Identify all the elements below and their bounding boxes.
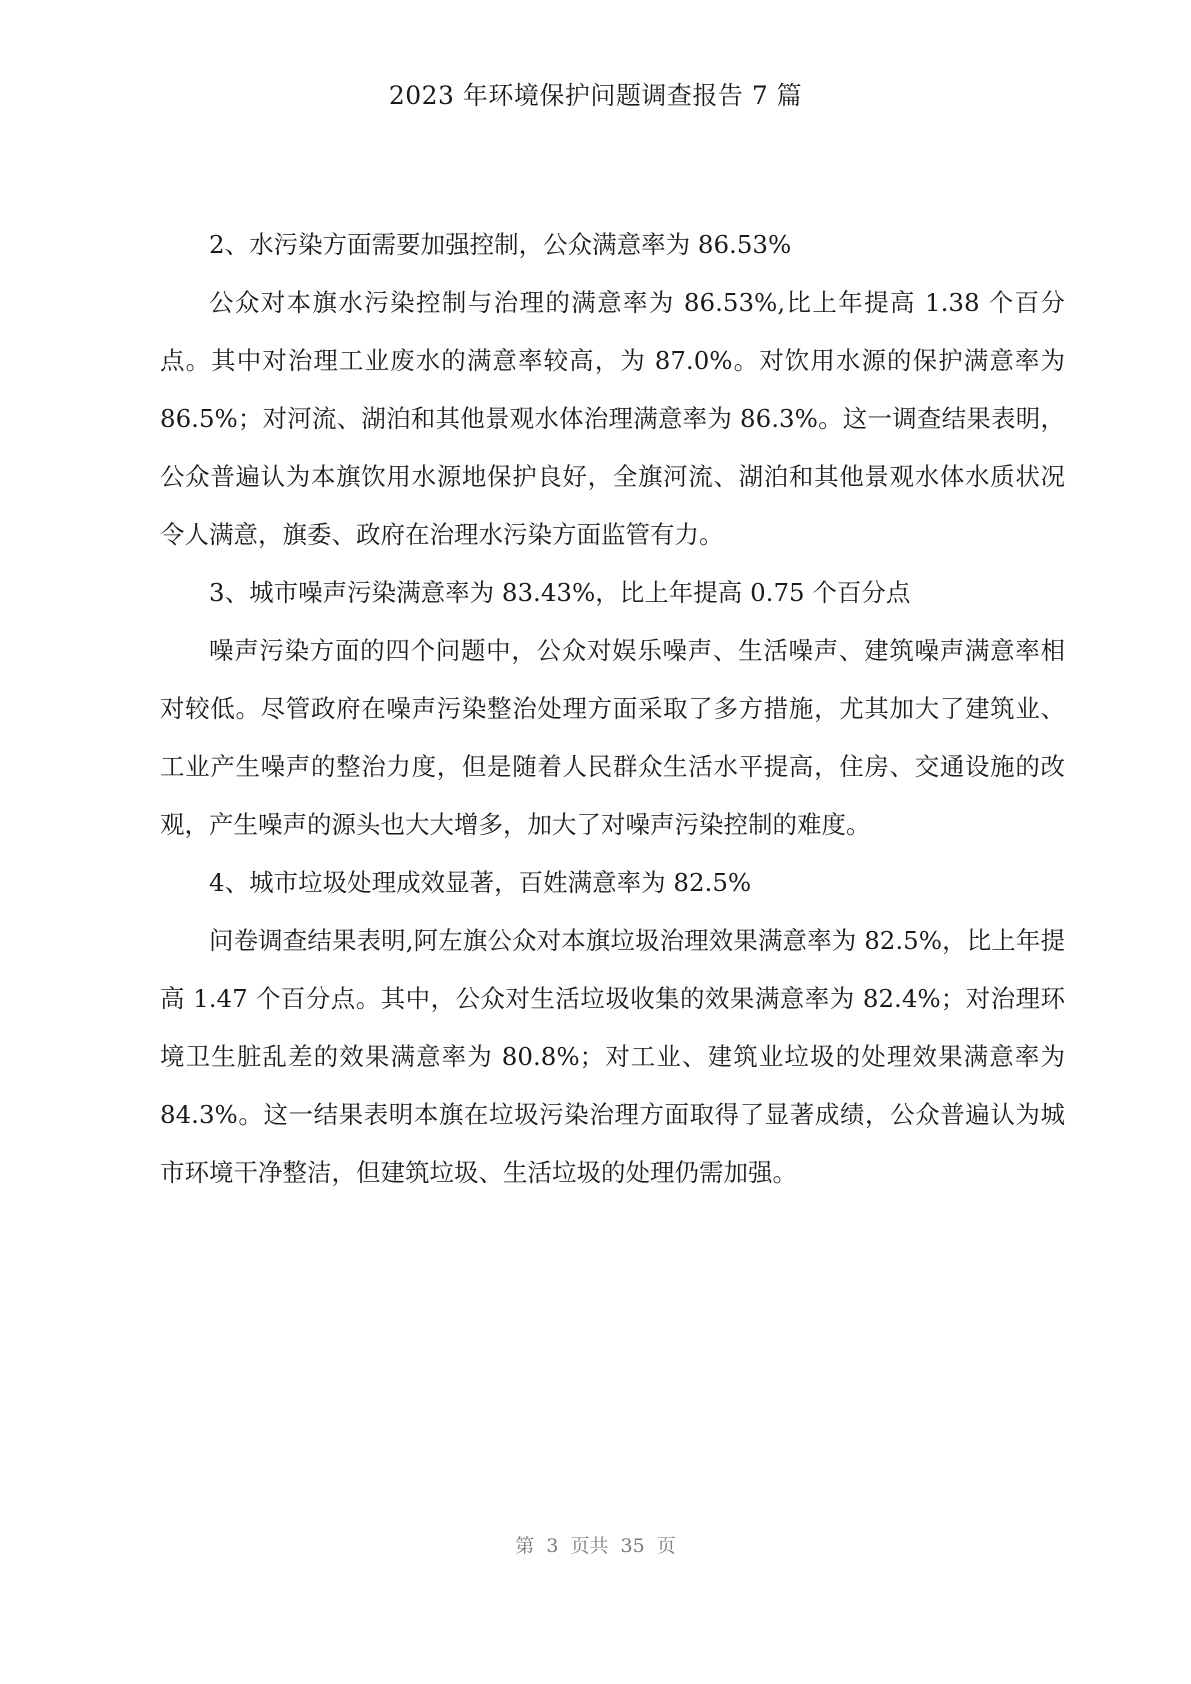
section-heading-noise: 3、城市噪声污染满意率为 83.43%，比上年提高 0.75 个百分点 <box>209 578 911 607</box>
section-heading-water: 2、水污染方面需要加强控制，公众满意率为 86.53% <box>209 230 792 259</box>
document-body <box>160 216 1065 1202</box>
page-number-footer: 第 3 页共 35 页 <box>515 1535 676 1557</box>
paragraph-water: 公众对本旗水污染控制与治理的满意率为 86.53%,比上年提高 1.38 个百分点。其中对治理工业废水的满意率较高，为 87.0%。对饮用水源的保护满意率为 86.5%；对河流、湖泊和其他景观水体治理满意率为 86.3%。这一调查结果表明，公众普遍认为本旗饮用水源地保护良好，全旗河流、湖泊和其他景观水体水质状况令人满意，旗委、政府在治理水污染方面监管有力。 <box>160 288 1065 549</box>
paragraph-garbage: 问卷调查结果表明,阿左旗公众对本旗垃圾治理效果满意率为 82.5%，比上年提高 1.47 个百分点。其中，公众对生活垃圾收集的效果满意率为 82.4%；对治理环境卫生脏乱差的效果满意率为 80.8%；对工业、建筑业垃圾的处理效果满意率为 84.3%。这一结果表明本旗在垃圾污染治理方面取得了显著成绩，公众普遍认为城市环境干净整洁，但建筑垃圾、生活垃圾的处理仍需加强。 <box>160 926 1065 1187</box>
document-title: 2023 年环境保护问题调查报告 7 篇 <box>388 81 803 110</box>
section-heading-garbage: 4、城市垃圾处理成效显著，百姓满意率为 82.5% <box>209 868 752 897</box>
paragraph-noise: 噪声污染方面的四个问题中，公众对娱乐噪声、生活噪声、建筑噪声满意率相对较低。尽管政府在噪声污染整治处理方面采取了多方措施，尤其加大了建筑业、工业产生噪声的整治力度，但是随着人民群众生活水平提高，住房、交通设施的改观，产生噪声的源头也大大增多，加大了对噪声污染控制的难度。 <box>160 636 1065 839</box>
